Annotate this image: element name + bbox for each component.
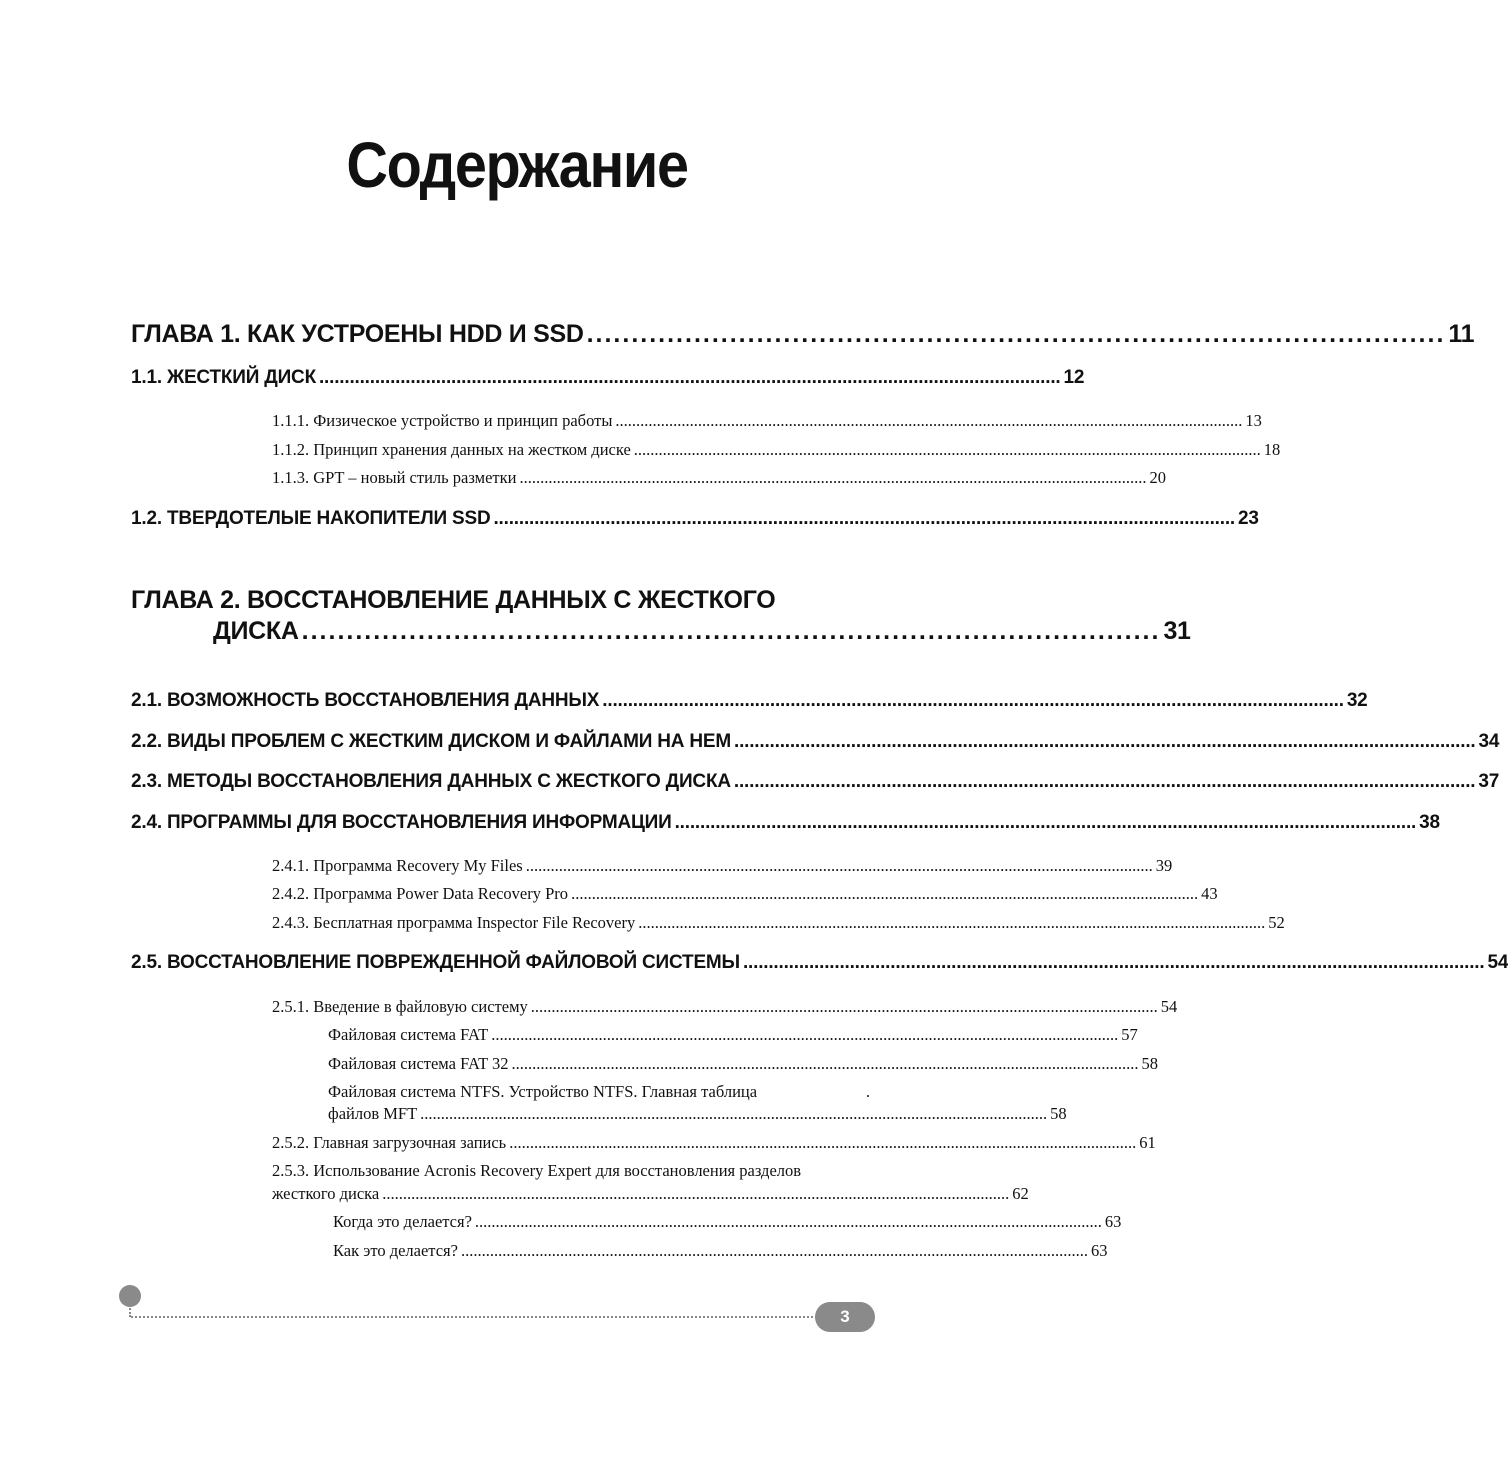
toc-label: 2.1. ВОЗМОЖНОСТЬ ВОССТАНОВЛЕНИЯ ДАННЫХ: [131, 690, 600, 711]
toc-leader: ........................................................................................................................................................: [615, 411, 1243, 430]
toc-subsection-2-4-1[interactable]: [272, 856, 1173, 876]
toc-subsection-1-1-3[interactable]: [272, 468, 1166, 488]
toc-leader: ........................................................................................................................................................: [474, 1212, 1102, 1231]
footer-dotted-rule: [131, 1316, 821, 1318]
toc-label: 2.5.1. Введение в файловую систему: [272, 997, 528, 1016]
toc-page: 23: [1237, 508, 1259, 529]
toc-page: 63: [1090, 1241, 1108, 1260]
toc-label: 1.1.1. Физическое устройство и принцип работы: [272, 411, 613, 430]
toc-leader: ..................................................................................................................................................: [493, 508, 1235, 529]
toc-page: 38: [1419, 812, 1440, 833]
toc-label: 2.4.2. Программа Power Data Recovery Pro: [272, 884, 569, 903]
toc-label: Когда это делается?: [333, 1212, 472, 1231]
toc-label: 2.4. ПРОГРАММЫ ДЛЯ ВОССТАНОВЛЕНИЯ ИНФОРМАЦИИ: [131, 812, 672, 833]
toc-entry-ntfs-line1[interactable]: [328, 1082, 870, 1102]
toc-leader: ........................................................................................................................................................: [525, 856, 1153, 875]
toc-label: Файловая система FAT: [328, 1025, 489, 1044]
toc-section-2-5[interactable]: [131, 952, 1508, 974]
toc-leader: ........................................................................................................................................................: [633, 440, 1261, 459]
footer-bullet-icon: [119, 1285, 141, 1307]
toc-section-2-2[interactable]: [131, 731, 1500, 753]
toc-subsection-2-5-1[interactable]: [272, 997, 1178, 1017]
toc-page: 20: [1149, 468, 1166, 487]
toc-label: 2.4.1. Программа Recovery My Files: [272, 856, 523, 875]
toc-label: Файловая система FAT 32: [328, 1054, 509, 1073]
toc-label: 2.3. МЕТОДЫ ВОССТАНОВЛЕНИЯ ДАННЫХ С ЖЕСТКОГО ДИСКА: [131, 771, 731, 792]
page-title: Содержание: [346, 129, 688, 201]
toc-section-2-3[interactable]: [131, 771, 1500, 793]
toc-page: 58: [1050, 1104, 1067, 1123]
toc-leader: ........................................................................................................................................................: [530, 997, 1158, 1016]
toc-page: 61: [1139, 1133, 1156, 1152]
toc-leader: ........................................................................................................................................................: [638, 913, 1266, 932]
toc-page: 32: [1346, 690, 1368, 711]
toc-subsection-2-5-2[interactable]: [272, 1133, 1156, 1153]
toc-label: 2.5.2. Главная загрузочная запись: [272, 1133, 507, 1152]
toc-label: Файловая система NTFS. Устройство NTFS. Главная таблица: [328, 1082, 758, 1101]
toc-page: 52: [1268, 913, 1285, 932]
toc-page: 13: [1245, 411, 1262, 430]
toc-leader: ........................................................................................................................................................: [509, 1133, 1137, 1152]
toc-label: 1.1.3. GPT – новый стиль разметки: [272, 468, 517, 487]
toc-chapter-1[interactable]: [131, 320, 1475, 349]
toc-subsection-2-4-3[interactable]: [272, 913, 1285, 933]
toc-page: 57: [1121, 1025, 1138, 1044]
toc-leader: ................................................................................................: [586, 320, 1446, 348]
toc-page: 58: [1141, 1054, 1159, 1073]
toc-page: 18: [1263, 440, 1281, 459]
toc-leader: ........................................................................................................................................................: [420, 1104, 1048, 1123]
toc-section-2-4[interactable]: [131, 812, 1440, 834]
toc-subsection-1-1-1[interactable]: [272, 411, 1262, 431]
toc-subsection-2-5-3-line1[interactable]: 2.5.3. Использование Acronis Recovery Expert для восстановления разделов: [272, 1161, 802, 1180]
toc-leader: ........................................................................................................................................................: [519, 468, 1147, 487]
toc-entry-when[interactable]: [333, 1212, 1122, 1232]
toc-chapter-2[interactable]: [213, 617, 1191, 646]
toc-label: 1.1.2. Принцип хранения данных на жестком диске: [272, 440, 631, 459]
toc-label: 2.4.3. Бесплатная программа Inspector File Recovery: [272, 913, 636, 932]
toc-trailing-dot: .: [865, 1082, 870, 1101]
toc-leader: ........................................................................................................................................................: [382, 1184, 1010, 1203]
toc-label: ДИСКА: [213, 617, 299, 645]
toc-leader: ..................................................................................................................................................: [733, 731, 1476, 752]
toc-section-2-1[interactable]: [131, 690, 1368, 712]
toc-section-1-2[interactable]: [131, 508, 1259, 530]
toc-label: 1.1. ЖЕСТКИЙ ДИСК: [131, 367, 316, 388]
toc-chapter-2-line1[interactable]: ГЛАВА 2. ВОССТАНОВЛЕНИЕ ДАННЫХ С ЖЕСТКОГО: [131, 586, 776, 614]
toc-entry-ntfs[interactable]: [328, 1104, 1067, 1124]
toc-page: 37: [1478, 771, 1500, 792]
toc-subsection-1-1-2[interactable]: [272, 440, 1281, 460]
toc-label: 2.2. ВИДЫ ПРОБЛЕМ С ЖЕСТКИМ ДИСКОМ И ФАЙЛАМИ НА НЕМ: [131, 731, 731, 752]
toc-subsection-2-5-3[interactable]: [272, 1184, 1029, 1204]
toc-label: 2.5. ВОССТАНОВЛЕНИЕ ПОВРЕЖДЕННОЙ ФАЙЛОВОЙ СИСТЕМЫ: [131, 952, 740, 973]
toc-page: 39: [1155, 856, 1173, 875]
toc-label: жесткого диска: [272, 1184, 380, 1203]
toc-entry-fat[interactable]: [328, 1025, 1138, 1045]
toc-leader: ........................................................................................................................................................: [491, 1025, 1119, 1044]
toc-page: 63: [1104, 1212, 1122, 1231]
toc-leader: ..................................................................................................................................................: [602, 690, 1344, 711]
page-number-badge: 3: [815, 1302, 875, 1332]
toc-subsection-2-4-2[interactable]: [272, 884, 1218, 904]
toc-page: 12: [1063, 367, 1085, 388]
toc-label: ГЛАВА 1. КАК УСТРОЕНЫ HDD И SSD: [131, 320, 584, 348]
toc-leader: ................................................................................................: [301, 617, 1161, 645]
toc-section-1-1[interactable]: [131, 367, 1085, 389]
toc-leader: ..................................................................................................................................................: [742, 952, 1485, 973]
toc-page: 31: [1163, 617, 1191, 645]
toc-leader: ........................................................................................................................................................: [571, 884, 1199, 903]
toc-entry-how[interactable]: [333, 1241, 1108, 1261]
toc-page: 11: [1448, 320, 1475, 348]
toc-entry-fat32[interactable]: [328, 1054, 1159, 1074]
toc-page: 43: [1201, 884, 1218, 903]
toc-page: 34: [1478, 731, 1500, 752]
toc-leader: ..................................................................................................................................................: [733, 771, 1476, 792]
toc-leader: ........................................................................................................................................................: [511, 1054, 1139, 1073]
toc-leader: ..................................................................................................................................................: [674, 812, 1417, 833]
toc-label: файлов MFT: [328, 1104, 418, 1123]
toc-page: 54: [1487, 952, 1508, 973]
toc-leader: ........................................................................................................................................................: [460, 1241, 1088, 1260]
toc-page: 62: [1012, 1184, 1029, 1203]
toc-leader: ..................................................................................................................................................: [318, 367, 1061, 388]
toc-label: 1.2. ТВЕРДОТЕЛЫЕ НАКОПИТЕЛИ SSD: [131, 508, 491, 529]
toc-label: Как это делается?: [333, 1241, 458, 1260]
toc-page: 54: [1160, 997, 1178, 1016]
